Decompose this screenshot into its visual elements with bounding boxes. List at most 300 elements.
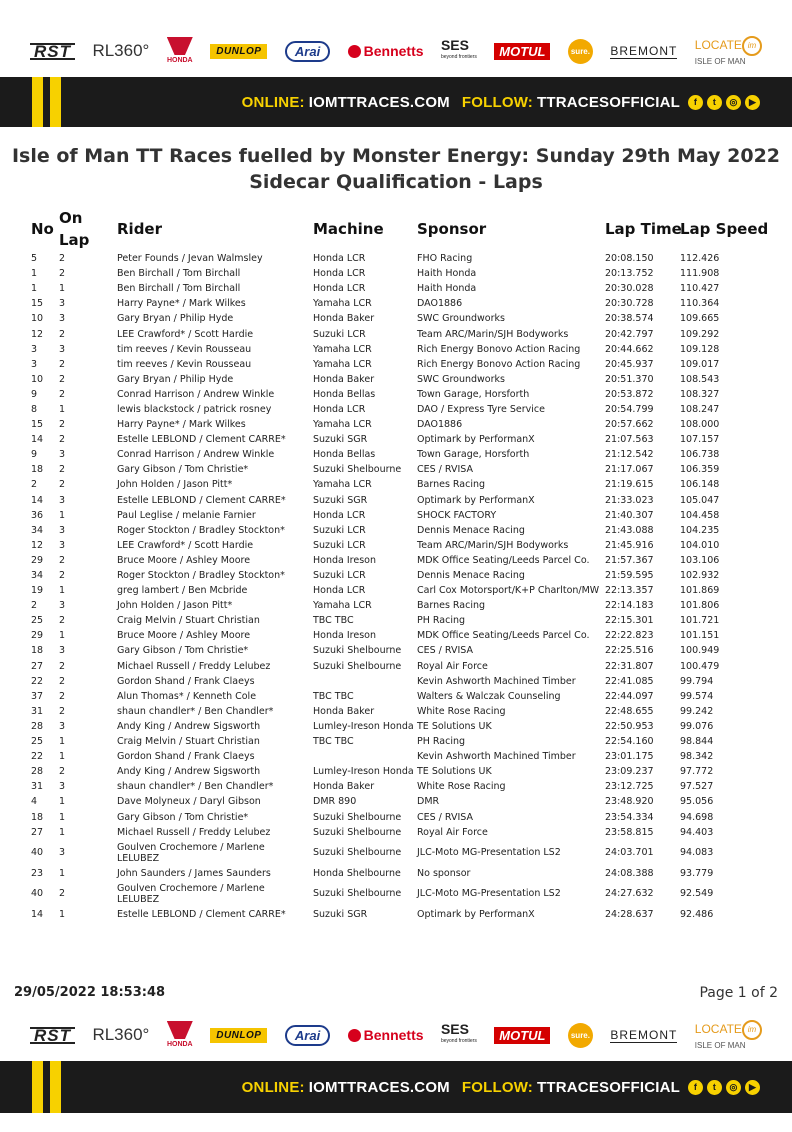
cell-lap-speed: 101.151	[680, 630, 720, 642]
cell-machine: Yamaha LCR	[313, 343, 372, 355]
cell-on-lap: 1	[59, 796, 66, 808]
table-row	[28, 477, 768, 492]
table-row	[28, 342, 768, 357]
cell-lap-time: 21:17.067	[605, 464, 654, 476]
cell-machine: Honda Baker	[313, 705, 375, 717]
cell-no: 5	[31, 253, 38, 265]
cell-machine: DMR 890	[313, 796, 357, 808]
cell-rider: Estelle LEBLOND / Clement CARRE*	[117, 908, 286, 920]
cell-on-lap: 2	[59, 419, 66, 431]
cell-no: 18	[31, 464, 44, 476]
cell-on-lap: 2	[59, 388, 66, 400]
cell-lap-speed: 92.486	[680, 908, 714, 920]
cell-on-lap: 2	[59, 660, 66, 672]
cell-on-lap: 2	[59, 615, 66, 627]
cell-lap-speed: 109.292	[680, 328, 720, 340]
cell-rider: shaun chandler* / Ben Chandler*	[117, 781, 274, 793]
cell-rider: Bruce Moore / Ashley Moore	[117, 630, 251, 642]
cell-lap-time: 20:57.662	[605, 419, 654, 431]
cell-rider: Gary Gibson / Tom Christie*	[117, 811, 249, 823]
cell-no: 27	[31, 660, 44, 672]
cell-on-lap: 1	[59, 585, 66, 597]
cell-lap-time: 22:54.160	[605, 736, 654, 748]
cell-sponsor: DAO1886	[417, 419, 463, 431]
banner-text	[242, 1061, 760, 1113]
table-row	[28, 840, 768, 866]
cell-machine: Honda Bellas	[313, 449, 376, 461]
cell-sponsor: SWC Groundworks	[417, 373, 505, 385]
table-row	[28, 568, 768, 583]
results-table	[28, 207, 768, 922]
cell-no: 9	[31, 388, 38, 400]
cell-no: 3	[31, 358, 38, 370]
cell-on-lap: 2	[59, 358, 66, 370]
cell-machine: Suzuki LCR	[313, 524, 366, 536]
cell-lap-speed: 97.527	[680, 781, 714, 793]
cell-lap-speed: 108.000	[680, 419, 720, 431]
cell-on-lap: 1	[59, 751, 66, 763]
cell-rider: Gordon Shand / Frank Claeys	[117, 675, 255, 687]
table-row	[28, 523, 768, 538]
rst-logo: RST	[30, 43, 75, 60]
cell-no: 18	[31, 645, 44, 657]
cell-lap-speed: 109.128	[680, 343, 720, 355]
yellow-stripe	[50, 77, 61, 127]
header-lap-speed: Lap Speed	[680, 220, 769, 238]
honda-wing-icon	[167, 37, 193, 55]
cell-sponsor: SHOCK FACTORY	[417, 509, 497, 521]
cell-no: 36	[31, 509, 44, 521]
cell-on-lap: 3	[59, 645, 66, 657]
cell-no: 27	[31, 826, 44, 838]
follow-label: FOLLOW:	[461, 1078, 533, 1096]
cell-machine: Yamaha LCR	[313, 298, 372, 310]
cell-sponsor: Royal Air Force	[417, 826, 488, 838]
cell-lap-speed: 97.772	[680, 766, 714, 778]
cell-no: 4	[31, 796, 38, 808]
cell-sponsor: Team ARC/Marin/SJH Bodyworks	[417, 539, 569, 551]
twitter-icon[interactable]: t	[707, 1080, 722, 1095]
cell-on-lap: 2	[59, 253, 66, 265]
bennetts-logo: Bennetts	[348, 43, 424, 59]
cell-lap-speed: 95.056	[680, 796, 714, 808]
table-row	[28, 907, 768, 922]
locate-logo: LOCATE im ISLE OF MAN	[695, 1020, 762, 1051]
cell-lap-time: 20:44.662	[605, 343, 654, 355]
facebook-icon[interactable]: f	[688, 95, 703, 110]
cell-lap-time: 21:33.023	[605, 494, 654, 506]
cell-on-lap: 3	[59, 847, 66, 859]
dunlop-logo: DUNLOP	[210, 44, 267, 59]
cell-machine: Suzuki LCR	[313, 328, 366, 340]
cell-sponsor: Town Garage, Horsforth	[417, 449, 530, 461]
table-row	[28, 538, 768, 553]
cell-rider: Roger Stockton / Bradley Stockton*	[117, 570, 285, 582]
cell-on-lap: 1	[59, 630, 66, 642]
cell-lap-time: 22:13.357	[605, 585, 654, 597]
yellow-stripe	[50, 1061, 61, 1113]
cell-rider: Dave Molyneux / Daryl Gibson	[117, 796, 261, 808]
table-row	[28, 689, 768, 704]
cell-no: 10	[31, 313, 44, 325]
cell-sponsor: Optimark by PerformanX	[417, 494, 535, 506]
cell-machine: Honda Baker	[313, 313, 375, 325]
youtube-icon[interactable]: ▶	[745, 1080, 760, 1095]
bremont-logo: BREMONT	[610, 43, 678, 58]
table-row	[28, 719, 768, 734]
table-row	[28, 266, 768, 281]
motul-logo: MOTUL	[494, 1027, 550, 1044]
cell-on-lap: 2	[59, 464, 66, 476]
page-number: Page 1 of 2	[699, 985, 778, 1001]
cell-lap-time: 20:30.728	[605, 298, 654, 310]
cell-machine: Honda Shelbourne	[313, 867, 401, 879]
cell-sponsor: CES / RVISA	[417, 645, 473, 657]
cell-machine: Honda LCR	[313, 509, 366, 521]
cell-lap-time: 20:30.028	[605, 283, 654, 295]
table-row	[28, 734, 768, 749]
arai-logo: Arai	[285, 41, 330, 62]
cell-rider: Gary Gibson / Tom Christie*	[117, 645, 249, 657]
website-link[interactable]: IOMTTRACES.COM	[308, 1078, 450, 1096]
cell-sponsor: DAO / Express Tyre Service	[417, 403, 545, 415]
banner-bottom	[0, 1061, 792, 1113]
cell-lap-time: 22:22.823	[605, 630, 654, 642]
table-row	[28, 462, 768, 477]
cell-lap-time: 22:48.655	[605, 705, 654, 717]
cell-lap-time: 23:01.175	[605, 751, 654, 763]
cell-rider: LEE Crawford* / Scott Hardie	[117, 539, 254, 551]
cell-lap-speed: 98.342	[680, 751, 714, 763]
cell-on-lap: 1	[59, 403, 66, 415]
cell-on-lap: 3	[59, 343, 66, 355]
cell-rider: Harry Payne* / Mark Wilkes	[117, 419, 246, 431]
table-row	[28, 508, 768, 523]
cell-on-lap: 3	[59, 720, 66, 732]
table-row	[28, 326, 768, 341]
cell-sponsor: Haith Honda	[417, 268, 477, 280]
cell-lap-time: 20:53.872	[605, 388, 654, 400]
cell-lap-time: 20:13.752	[605, 268, 654, 280]
cell-no: 28	[31, 720, 44, 732]
cell-no: 29	[31, 554, 44, 566]
cell-sponsor: Royal Air Force	[417, 660, 488, 672]
cell-machine: Honda LCR	[313, 253, 366, 265]
cell-machine: Honda Bellas	[313, 388, 376, 400]
cell-rider: John Holden / Jason Pitt*	[117, 479, 233, 491]
cell-sponsor: TE Solutions UK	[417, 720, 492, 732]
cell-lap-speed: 101.806	[680, 600, 720, 612]
cell-lap-speed: 104.458	[680, 509, 720, 521]
table-row	[28, 704, 768, 719]
cell-lap-time: 21:57.367	[605, 554, 654, 566]
cell-lap-speed: 94.083	[680, 847, 714, 859]
cell-sponsor: Carl Cox Motorsport/K+P Charlton/MW	[417, 585, 600, 597]
cell-rider: Gary Bryan / Philip Hyde	[117, 373, 234, 385]
cell-lap-speed: 108.543	[680, 373, 720, 385]
table-row	[28, 493, 768, 508]
cell-no: 37	[31, 690, 44, 702]
cell-no: 3	[31, 343, 38, 355]
cell-sponsor: JLC-Moto MG-Presentation LS2	[417, 847, 561, 859]
cell-sponsor: TE Solutions UK	[417, 766, 492, 778]
cell-lap-speed: 112.426	[680, 253, 720, 265]
cell-on-lap: 2	[59, 690, 66, 702]
cell-rider: Estelle LEBLOND / Clement CARRE*	[117, 434, 286, 446]
cell-no: 9	[31, 449, 38, 461]
cell-no: 14	[31, 434, 44, 446]
cell-sponsor: Haith Honda	[417, 283, 477, 295]
table-row	[28, 402, 768, 417]
sure-logo: sure.	[568, 39, 593, 64]
cell-no: 31	[31, 781, 44, 793]
cell-rider: Bruce Moore / Ashley Moore	[117, 554, 251, 566]
cell-rider: Craig Melvin / Stuart Christian	[117, 615, 260, 627]
cell-machine: Yamaha LCR	[313, 358, 372, 370]
cell-machine: Yamaha LCR	[313, 600, 372, 612]
cell-machine: Honda LCR	[313, 403, 366, 415]
table-row	[28, 613, 768, 628]
cell-lap-time: 21:19.615	[605, 479, 654, 491]
cell-lap-time: 23:09.237	[605, 766, 654, 778]
cell-sponsor: Dennis Menace Racing	[417, 570, 525, 582]
cell-machine: Suzuki LCR	[313, 570, 366, 582]
cell-rider: John Holden / Jason Pitt*	[117, 600, 233, 612]
cell-sponsor: Optimark by PerformanX	[417, 434, 535, 446]
cell-sponsor: Kevin Ashworth Machined Timber	[417, 751, 576, 763]
cell-lap-time: 23:12.725	[605, 781, 654, 793]
cell-no: 10	[31, 373, 44, 385]
cell-machine: Suzuki SGR	[313, 434, 368, 446]
cell-rider: Michael Russell / Freddy Lelubez	[117, 826, 271, 838]
cell-no: 40	[31, 888, 44, 900]
table-row	[28, 553, 768, 568]
cell-rider: Andy King / Andrew Sigsworth	[117, 720, 261, 732]
cell-lap-time: 20:51.370	[605, 373, 654, 385]
table-row	[28, 674, 768, 689]
cell-no: 25	[31, 736, 44, 748]
table-row	[28, 281, 768, 296]
cell-on-lap: 2	[59, 479, 66, 491]
cell-on-lap: 2	[59, 766, 66, 778]
sure-logo: sure.	[568, 1023, 593, 1048]
banner-top	[0, 77, 792, 127]
cell-lap-speed: 99.242	[680, 705, 714, 717]
header-on-lap: On Lap	[59, 209, 90, 249]
cell-no: 23	[31, 867, 44, 879]
cell-on-lap: 2	[59, 434, 66, 446]
cell-on-lap: 1	[59, 283, 66, 295]
bennetts-logo: Bennetts	[348, 1027, 424, 1043]
sponsor-strip-top	[0, 20, 792, 82]
yellow-stripe	[32, 1061, 43, 1113]
cell-no: 14	[31, 908, 44, 920]
cell-on-lap: 3	[59, 524, 66, 536]
header-no: No	[31, 220, 54, 238]
social-handle[interactable]: TTRACESOFFICIAL	[537, 93, 680, 111]
cell-on-lap: 3	[59, 600, 66, 612]
table-row	[28, 659, 768, 674]
bennetts-icon	[348, 1029, 361, 1042]
cell-on-lap: 1	[59, 509, 66, 521]
cell-rider: Ben Birchall / Tom Birchall	[117, 268, 241, 280]
cell-on-lap: 3	[59, 313, 66, 325]
cell-machine: Yamaha LCR	[313, 419, 372, 431]
cell-lap-speed: 100.949	[680, 645, 720, 657]
cell-no: 14	[31, 494, 44, 506]
cell-rider: Gordon Shand / Frank Claeys	[117, 751, 255, 763]
cell-sponsor: Town Garage, Horsforth	[417, 388, 530, 400]
table-row	[28, 794, 768, 809]
cell-lap-speed: 104.235	[680, 524, 720, 536]
cell-no: 34	[31, 570, 44, 582]
social-handle[interactable]: TTRACESOFFICIAL	[537, 1078, 680, 1096]
cell-rider: Gary Bryan / Philip Hyde	[117, 313, 234, 325]
cell-rider: Peter Founds / Jevan Walmsley	[117, 253, 263, 265]
cell-lap-speed: 99.076	[680, 720, 714, 732]
cell-machine: Honda LCR	[313, 585, 366, 597]
website-link[interactable]: IOMTTRACES.COM	[308, 93, 450, 111]
page-title: Isle of Man TT Races fuelled by Monster Energy: Sunday 29th May 2022 Sidecar Qualification - Laps	[11, 145, 781, 193]
cell-on-lap: 2	[59, 888, 66, 900]
cell-lap-time: 24:28.637	[605, 908, 654, 920]
cell-sponsor: FHO Racing	[417, 253, 473, 265]
table-row	[28, 447, 768, 462]
header-rider: Rider	[117, 220, 162, 238]
cell-lap-time: 24:27.632	[605, 888, 654, 900]
cell-lap-time: 21:43.088	[605, 524, 654, 536]
header-sponsor: Sponsor	[417, 220, 487, 238]
cell-on-lap: 1	[59, 867, 66, 879]
cell-machine: TBC TBC	[313, 690, 354, 702]
table-row	[28, 825, 768, 840]
cell-lap-time: 21:40.307	[605, 509, 654, 521]
cell-lap-time: 24:03.701	[605, 847, 654, 859]
cell-rider: Conrad Harrison / Andrew Winkle	[117, 388, 275, 400]
cell-lap-time: 23:58.815	[605, 826, 654, 838]
cell-rider: Craig Melvin / Stuart Christian	[117, 736, 260, 748]
bremont-logo: BREMONT	[610, 1027, 678, 1042]
cell-machine: Yamaha LCR	[313, 479, 372, 491]
cell-lap-time: 21:59.595	[605, 570, 654, 582]
cell-machine: Suzuki Shelbourne	[313, 645, 402, 657]
cell-machine: Suzuki Shelbourne	[313, 811, 402, 823]
cell-rider: LEE Crawford* / Scott Hardie	[117, 328, 254, 340]
banner-text	[242, 77, 760, 127]
table-row	[28, 311, 768, 326]
cell-lap-speed: 105.047	[680, 494, 720, 506]
cell-on-lap: 2	[59, 675, 66, 687]
header-machine: Machine	[313, 220, 384, 238]
honda-logo: HONDA	[167, 1021, 193, 1049]
cell-lap-speed: 109.665	[680, 313, 720, 325]
cell-lap-time: 20:38.574	[605, 313, 654, 325]
cell-sponsor: White Rose Racing	[417, 705, 506, 717]
cell-no: 31	[31, 705, 44, 717]
table-row	[28, 809, 768, 824]
cell-sponsor: Barnes Racing	[417, 600, 486, 612]
twitter-icon[interactable]: t	[707, 95, 722, 110]
cell-sponsor: Dennis Menace Racing	[417, 524, 525, 536]
cell-no: 19	[31, 585, 44, 597]
cell-sponsor: PH Racing	[417, 736, 466, 748]
cell-lap-time: 22:44.097	[605, 690, 654, 702]
cell-rider: tim reeves / Kevin Rousseau	[117, 343, 252, 355]
rst-logo: RST	[30, 1027, 75, 1044]
cell-lap-speed: 99.794	[680, 675, 714, 687]
cell-lap-speed: 104.010	[680, 539, 720, 551]
cell-rider: Ben Birchall / Tom Birchall	[117, 283, 241, 295]
rl360-logo: RL360°	[92, 1025, 150, 1044]
cell-rider: greg lambert / Ben Mcbride	[117, 585, 248, 597]
cell-lap-speed: 93.779	[680, 867, 714, 879]
cell-lap-speed: 106.148	[680, 479, 720, 491]
cell-sponsor: SWC Groundworks	[417, 313, 505, 325]
table-row	[28, 387, 768, 402]
facebook-icon[interactable]: f	[688, 1080, 703, 1095]
cell-on-lap: 3	[59, 494, 66, 506]
follow-label: FOLLOW:	[461, 93, 533, 111]
cell-no: 22	[31, 751, 44, 763]
cell-rider: tim reeves / Kevin Rousseau	[117, 358, 252, 370]
cell-rider: lewis blackstock / patrick rosney	[117, 403, 272, 415]
table-row	[28, 372, 768, 387]
youtube-icon[interactable]: ▶	[745, 95, 760, 110]
table-body	[28, 251, 768, 922]
cell-machine	[310, 749, 414, 764]
cell-lap-speed: 106.359	[680, 464, 720, 476]
table-row	[28, 866, 768, 881]
rl360-logo: RL360°	[92, 41, 150, 60]
cell-lap-time: 22:41.085	[605, 675, 654, 687]
instagram-icon[interactable]: ◎	[726, 1080, 741, 1095]
cell-machine: Suzuki Shelbourne	[313, 464, 402, 476]
cell-no: 15	[31, 419, 44, 431]
cell-no: 8	[31, 403, 38, 415]
cell-rider: John Saunders / James Saunders	[117, 867, 271, 879]
cell-no: 18	[31, 811, 44, 823]
cell-machine: Suzuki Shelbourne	[313, 847, 402, 859]
yellow-stripe	[32, 77, 43, 127]
table-row	[28, 296, 768, 311]
cell-lap-time: 21:07.563	[605, 434, 654, 446]
cell-rider: Paul Leglise / melanie Farnier	[117, 509, 256, 521]
cell-lap-speed: 101.721	[680, 615, 720, 627]
cell-lap-time: 20:08.150	[605, 253, 654, 265]
cell-no: 15	[31, 298, 44, 310]
cell-machine: Honda Ireson	[313, 554, 376, 566]
cell-rider: Alun Thomas* / Kenneth Cole	[117, 690, 257, 702]
table-row	[28, 417, 768, 432]
locate-logo: LOCATE im ISLE OF MAN	[695, 36, 762, 67]
instagram-icon[interactable]: ◎	[726, 95, 741, 110]
cell-machine: Suzuki LCR	[313, 539, 366, 551]
cell-lap-time: 21:12.542	[605, 449, 654, 461]
cell-sponsor: JLC-Moto MG-Presentation LS2	[417, 888, 561, 900]
cell-no: 12	[31, 539, 44, 551]
table-row	[28, 643, 768, 658]
cell-sponsor: DAO1886	[417, 298, 463, 310]
cell-machine: Suzuki Shelbourne	[313, 826, 402, 838]
cell-no: 28	[31, 766, 44, 778]
bennetts-icon	[348, 45, 361, 58]
cell-on-lap: 2	[59, 570, 66, 582]
cell-lap-time: 20:45.937	[605, 358, 654, 370]
cell-on-lap: 1	[59, 826, 66, 838]
motul-logo: MOTUL	[494, 43, 550, 60]
header-lap-time: Lap Time	[605, 220, 682, 238]
cell-on-lap: 3	[59, 449, 66, 461]
